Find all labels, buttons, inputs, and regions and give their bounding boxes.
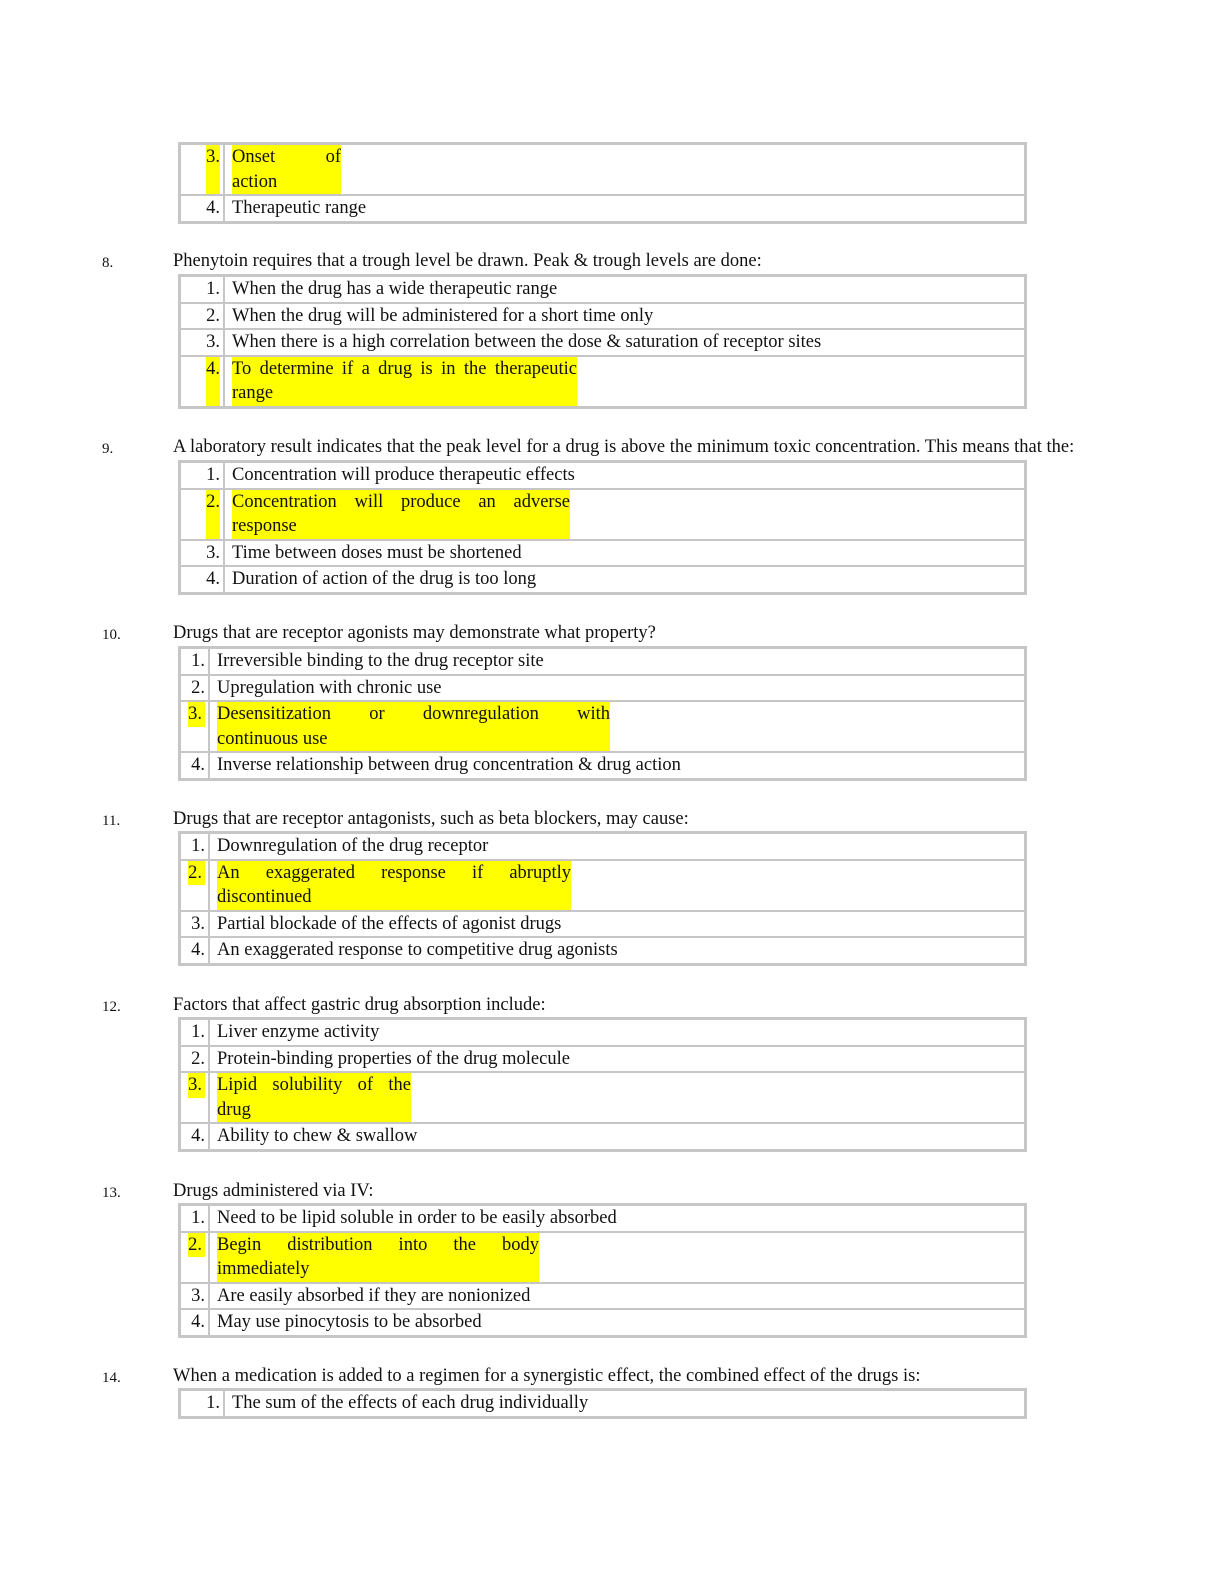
option-number: 3. [180,701,209,752]
option-number: 1. [180,833,209,860]
option-number: 1. [180,1019,209,1046]
option-text: Liver enzyme activity [209,1019,1025,1046]
option-row [180,329,1025,356]
question-text: Drugs that are receptor antagonists, such as beta blockers, may cause: [173,809,689,829]
option-text: May use pinocytosis to be absorbed [209,1309,1025,1336]
option-row [180,1232,1025,1283]
option-text: Ability to chew & swallow [209,1123,1025,1150]
option-number: 1. [180,1390,224,1417]
option-number: 4. [180,937,209,964]
option-number: 1. [180,462,224,489]
option-number: 2. [180,675,209,702]
option-text: Onset of action [224,144,1025,195]
question-text: When a medication is added to a regimen for a synergistic effect, the combined effect of the drugs is: [173,1366,921,1386]
question-9-options [178,460,1027,595]
option-text: Concentration will produce an adverse response [224,489,1025,540]
option-number: 1. [180,276,224,303]
option-number: 2. [180,860,209,911]
option-text: When the drug has a wide therapeutic range [224,276,1025,303]
option-row [180,356,1025,407]
option-text: Partial blockade of the effects of agonist drugs [209,911,1025,938]
option-number: 2. [180,1232,209,1283]
option-row [180,276,1025,303]
option-number: 1. [180,1205,209,1232]
option-row [180,675,1025,702]
option-number: 4. [180,566,224,593]
option-row [180,1072,1025,1123]
option-number: 4. [180,195,224,222]
option-row [180,1046,1025,1073]
option-text: The sum of the effects of each drug individually [224,1390,1025,1417]
option-number: 1. [180,648,209,675]
option-text: Protein-binding properties of the drug molecule [209,1046,1025,1073]
option-row [180,195,1025,222]
option-row [180,648,1025,675]
question-10-options [178,646,1027,781]
option-number: 4. [180,356,224,407]
question-number: 11. [102,813,121,829]
option-row [180,566,1025,593]
option-number: 3. [180,911,209,938]
option-number: 2. [180,1046,209,1073]
option-row [180,489,1025,540]
option-row [180,303,1025,330]
option-row [180,752,1025,779]
option-text: Downregulation of the drug receptor [209,833,1025,860]
option-number: 2. [180,489,224,540]
question-text: Drugs administered via IV: [173,1181,374,1201]
question-number: 8. [102,255,114,271]
question-number: 10. [102,627,121,643]
option-row [180,937,1025,964]
option-text: Therapeutic range [224,195,1025,222]
option-number: 4. [180,1309,209,1336]
option-row [180,833,1025,860]
option-number: 3. [180,540,224,567]
option-row [180,1283,1025,1310]
question-14-options [178,1388,1027,1419]
option-number: 4. [180,752,209,779]
option-text: When there is a high correlation between the dose & saturation of receptor sites [224,329,1025,356]
option-row [180,1309,1025,1336]
option-text: Lipid solubility of the drug [209,1072,1025,1123]
option-row [180,462,1025,489]
option-text: Desensitization or downregulation with continuous use [209,701,1025,752]
option-number: 3. [180,1072,209,1123]
option-row [180,1205,1025,1232]
question-text: A laboratory result indicates that the peak level for a drug is above the minimum toxic concentration. This means that the: [173,437,1075,457]
option-row [180,144,1025,195]
option-row [180,1019,1025,1046]
option-row [180,540,1025,567]
question-11-options [178,831,1027,966]
question-text: Phenytoin requires that a trough level be drawn. Peak & trough levels are done: [173,251,762,271]
option-number: 3. [180,144,224,195]
question-12-options [178,1017,1027,1152]
option-text: An exaggerated response to competitive drug agonists [209,937,1025,964]
option-row [180,1390,1025,1417]
option-text: Time between doses must be shortened [224,540,1025,567]
option-row [180,701,1025,752]
question-number: 12. [102,999,121,1015]
option-row [180,860,1025,911]
option-text: Begin distribution into the body immediately [209,1232,1025,1283]
option-row [180,1123,1025,1150]
question-text: Drugs that are receptor agonists may demonstrate what property? [173,623,656,643]
option-number: 3. [180,329,224,356]
question-number: 9. [102,441,114,457]
question-number: 13. [102,1185,121,1201]
option-text: To determine if a drug is in the therapeutic range [224,356,1025,407]
question-text: Factors that affect gastric drug absorption include: [173,995,546,1015]
option-row [180,911,1025,938]
option-text: When the drug will be administered for a short time only [224,303,1025,330]
option-number: 2. [180,303,224,330]
question-number: 14. [102,1370,121,1386]
option-text: Need to be lipid soluble in order to be easily absorbed [209,1205,1025,1232]
option-text: An exaggerated response if abruptly discontinued [209,860,1025,911]
option-text: Duration of action of the drug is too long [224,566,1025,593]
option-text: Inverse relationship between drug concentration & drug action [209,752,1025,779]
option-number: 4. [180,1123,209,1150]
option-text: Upregulation with chronic use [209,675,1025,702]
option-number: 3. [180,1283,209,1310]
option-text: Are easily absorbed if they are nonionized [209,1283,1025,1310]
question-7-options [178,142,1027,224]
question-13-options [178,1203,1027,1338]
question-8-options [178,274,1027,409]
option-text: Concentration will produce therapeutic effects [224,462,1025,489]
option-text: Irreversible binding to the drug receptor site [209,648,1025,675]
